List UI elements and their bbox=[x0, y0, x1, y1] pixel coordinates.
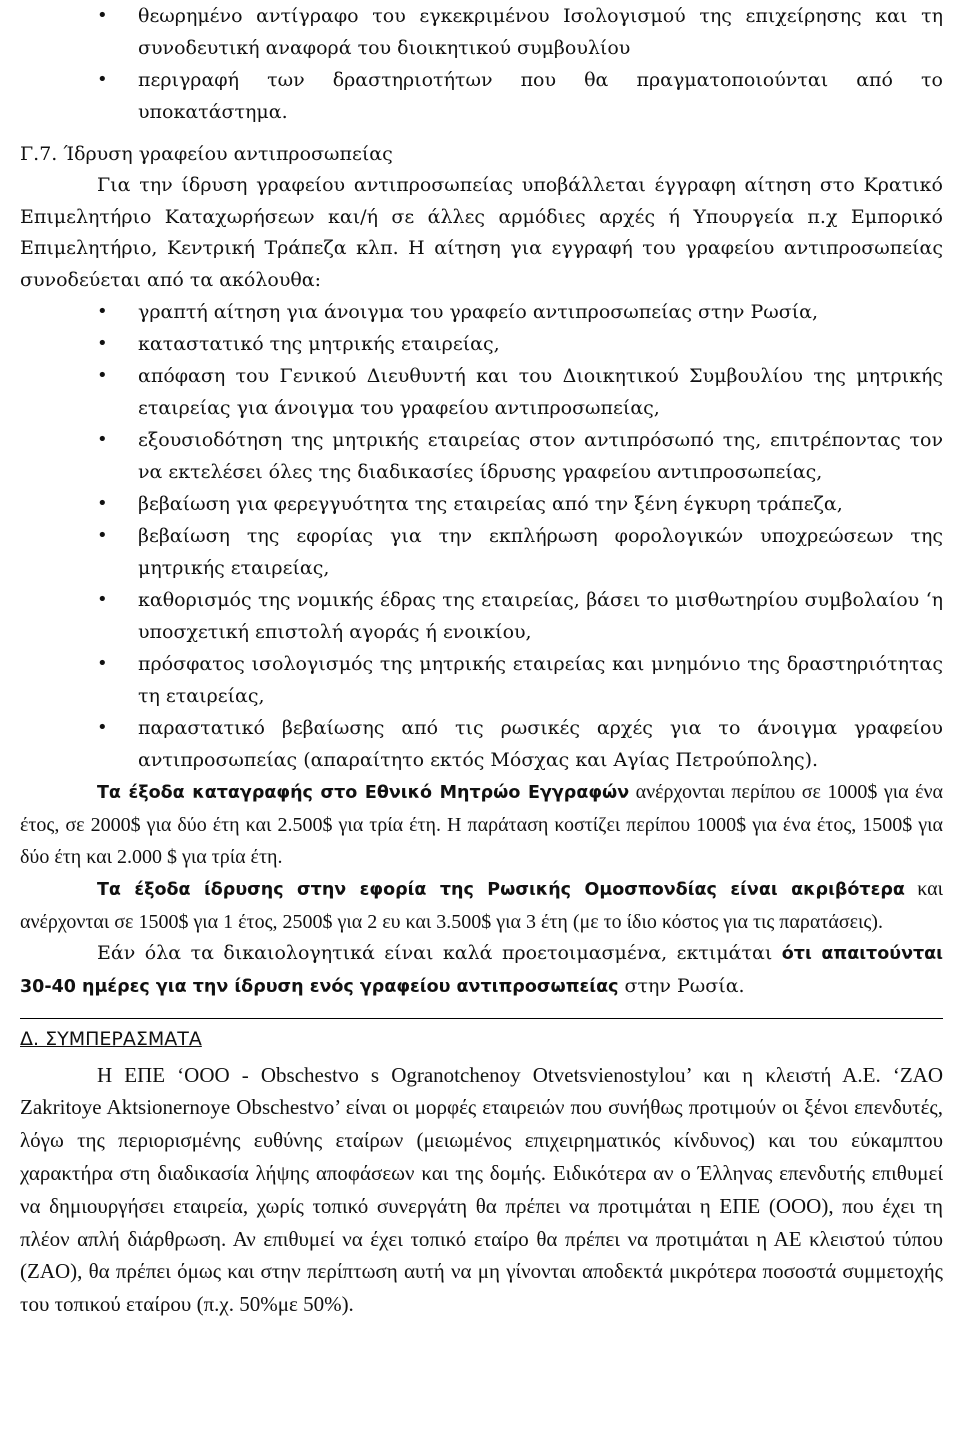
timeline-paragraph bbox=[20, 938, 943, 1003]
required-documents-list bbox=[20, 296, 943, 776]
list-item: • παραστατικό βεβαίωσης από τις ρωσικές αρχές για το άνοιγμα γραφείου αντιπροσωπείας (απαραίτητο εκτός Μόσχας και Αγίας Πετρούπολης). bbox=[20, 712, 943, 776]
list-item: • βεβαίωση για φερεγγυότητα της εταιρείας από την ξένη έγκυρη τράπεζα, bbox=[20, 488, 943, 520]
list-item: • καταστατικό της μητρικής εταιρείας, bbox=[20, 328, 943, 360]
list-item: • γραπτή αίτηση για άνοιγμα του γραφείο αντιπροσωπείας στην Ρωσία, bbox=[20, 296, 943, 328]
list-item: • εξουσιοδότηση της μητρικής εταιρείας στον αντιπρόσωπό της, επιτρέποντας τον να εκτελέσει όλες της διαδικασίες ίδρυσης γραφείου αντιπροσωπείας, bbox=[20, 424, 943, 488]
timeline-text: στην Ρωσία. bbox=[618, 974, 745, 997]
list-item: • απόφαση του Γενικού Διευθυντή και του Διοικητικού Συμβουλίου της μητρικής εταιρείας για άνοιγμα του γραφείου αντιπροσωπείας, bbox=[20, 360, 943, 424]
timeline-lead: Εάν όλα τα δικαιολογητικά είναι καλά προετοιμασμένα, εκτιμάται bbox=[97, 942, 782, 965]
registry-fees-bold: Τα έξοδα καταγραφής στο Εθνικό Μητρώο Εγγραφών bbox=[97, 783, 630, 804]
registry-fees-text: ανέρχονται περίπου σε 1000$ για ένα έτος, σε 2000$ για δύο έτη και 2.500$ για τρία έτη. Η παράταση κοστίζει περίπου 1000$ για ένα έτος, 1500$ για δύο έτη και 2.000 $ για τρία έτη. bbox=[20, 781, 943, 869]
document-page bbox=[20, 0, 943, 1321]
top-bullet-list bbox=[20, 0, 943, 128]
intro-paragraph: Για την ίδρυση γραφείου αντιπροσωπείας υποβάλλεται έγγραφη αίτηση στο Κρατικό Επιμελητήριο Καταχωρήσεων και/ή σε άλλες αρμόδιες αρχές ή Υπουργεία π.χ Εμπορικό Επιμελητήριο, Κεντρική Τράπεζα κλπ. Η αίτηση για εγγραφή του γραφείου αντιπροσωπείας συνοδεύεται από τα ακόλουθα: bbox=[20, 174, 943, 291]
tax-fees-bold: Τα έξοδα ίδρυσης στην εφορία της Ρωσικής Ομοσπονδίας είναι ακριβότερα bbox=[97, 880, 905, 901]
tax-fees-text: και ανέρχονται σε 1500$ για 1 έτος, 2500$ για 2 ευ και 3.500$ για 3 έτη (με το ίδιο κόστος για τις παρατάσεις). bbox=[20, 878, 944, 934]
list-item: • καθορισμός της νομικής έδρας της εταιρείας, βάσει το μισθωτηρίου συμβολαίου ‘η υποσχετική επιστολή αγοράς ή ενοικίου, bbox=[20, 584, 943, 648]
list-item: • περιγραφή των δραστηριοτήτων που θα πραγματοποιούνται από το υποκατάστημα. bbox=[20, 64, 943, 128]
tax-fees-paragraph bbox=[20, 873, 943, 938]
list-item: • βεβαίωση της εφορίας για την εκπλήρωση φορολογικών υποχρεώσεων της μητρικής εταιρείας, bbox=[20, 520, 943, 584]
list-item: • πρόσφατος ισολογισμός της μητρικής εταιρείας και μνημόνιο της δραστηριότητας τη εταιρείας, bbox=[20, 648, 943, 712]
list-item: • θεωρημένο αντίγραφο του εγκεκριμένου Ισολογισμού της επιχείρησης και τη συνοδευτική αναφορά του διοικητικού συμβουλίου bbox=[20, 0, 943, 64]
timeline-bold: ότι απαιτούνται 30-40 ημέρες για την ίδρυση ενός γραφείου αντιπροσωπείας bbox=[20, 944, 943, 997]
conclusions-paragraph: Η ΕΠΕ ‘ΟΟΟ - Obschestvo s Ogranotchenoy Otvetsvienostylou’ και η κλειστή Α.Ε. ‘ZAO Zakritoye Aktsionernoye Obschestvo’ είναι οι μορφές εταιρειών που συνήθως προτιμούν οι ξένοι επενδυτές, λόγω της περιορισμένης ευθύνης εταίρων (μειωμένος επιχειρηματικός κίνδυνος) και του εύκαμπτου χαρακτήρα στη διαδικασία λήψης αποφάσεων και της δομής. Ειδικότερα αν ο Έλληνας επενδυτής επιθυμεί να δημιουργήσει εταιρεία, χωρίς τοπικό συνεργάτη θα πρέπει να προτιμάται η ΕΠΕ (ΟΟΟ), που έχει τη πλέον απλή διάρθρωση. Αν επιθυμεί να έχει τοπικό εταίρο θα πρέπει να προτιμάται η ΑΕ κλειστού τύπου (ZAO), θα πρέπει όμως και στην περίπτωση αυτή να μη γίνονται αποδεκτά μικρότερα ποσοστά συμμετοχής του τοπικού εταίρου (π.χ. 50%με 50%). bbox=[20, 1062, 943, 1317]
section-heading-conclusions: Δ. ΣΥΜΠΕΡΑΣΜΑΤΑ bbox=[20, 1018, 943, 1059]
section-heading-g7: Γ.7. Ίδρυση γραφείου αντιπροσωπείας bbox=[20, 143, 393, 165]
registry-fees-paragraph bbox=[20, 776, 943, 873]
